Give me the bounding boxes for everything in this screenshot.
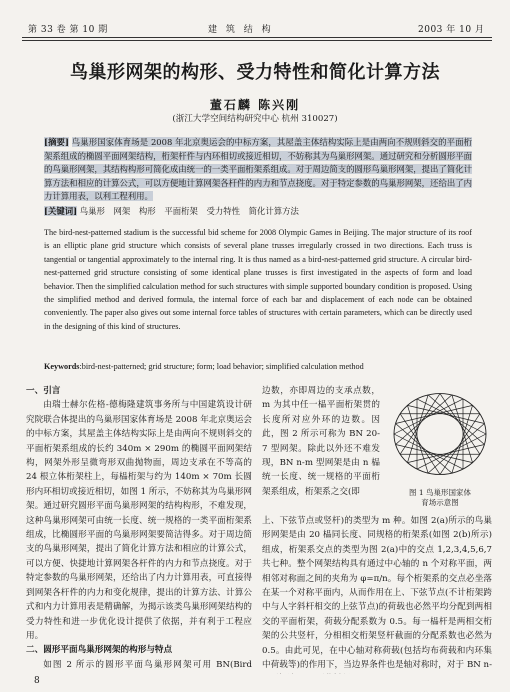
keywords-en-label: Keywords (44, 362, 80, 371)
right-column-bottom: 上、下弦节点或竖杆)的类型为 m 种。如图 2(a)所示的鸟巢形网架是由 20 榀同长度、同规格的桁架系(如图 2(b)所示)组成，桁架系交点的类型为图 2(a)中的交点 1,2,3,4,5,6,7 共七种。整个网架结构具有通过中心轴的 n 个对称平面，两相邻对称面之间的夹角为 φ=π/n。每个桁架系的交点必坐落在某一个对称平面内，从而作用在上、下弦节点(不计桁架跨中与人字斜杆相交的上弦节点)的荷载也必然平均分配到两相交的平面桁架，荷载分配系数为 0.5。每一榀杆是两相交桁架的公共竖杆，分相相交桁架竖杆截面的分配系数也必然为 0.5。由此可见，在中心轴对称荷载(包括均布荷载和内环集中荷载等)的作用下，当边界条件也是轴对称时，对于 BN n- (262, 516, 492, 671)
journal-date: 2003 年 10 月 (418, 25, 485, 35)
section-intro-text: 由瑞士赫尔佐格-德梅隆建筑事务所与中国建筑设计研究院联合体提出的鸟巢形国家体育场是 2008 年北京奥运会的中标方案，其屋盖主体结构实际上是由两向不规则斜交的平面桁架系组成的长约 340m × 290m 的椭圆平面网架结构，网架外形呈微弯形双曲抛物面，周边支承在不等高的 24 根立体桁架柱上，每榀桁架与约为 140m × 70m 长圆形内环相切或接近相切，如图 1 所示，不妨称其为鸟巢形网架。通过研究圆形平面鸟巢形网架的结构构形，不难发现，这种鸟巢形网架可由统一长度、统一规格的一类平面桁架系组成，比椭圆形平面的鸟巢形网架要简洁得多。对于周边简支的鸟巢形网架，提出了简化计算方法和相应的计算公式，可以方便、快捷地计算网架各杆件的内力和节点挠度。对于特定参数的鸟巢形网架，还给出了内力计算用表，可直接得到网架各杆件的内力和变化规律，提出的计算方法、计算公式和内力计算用表是精确解，为揭示该类鸟巢形网架结构的受力特性和进一步优化设计提供了依据，并有利于工程应用。 (26, 400, 252, 641)
section-2-title: 二、圆形平面鸟巢形网架的构形与特点 (26, 645, 173, 656)
nest-truss-line (407, 444, 484, 462)
figure-caption-line1: 图 1 鸟巢形国家体 (408, 488, 472, 497)
abstract-label: [摘要] (44, 137, 70, 147)
paper-affiliation: (浙江大学空间结构研究中心 杭州 310027) (172, 114, 338, 124)
page-number: 8 (34, 676, 40, 686)
figure-1-caption (386, 488, 494, 508)
nest-truss-line (407, 405, 428, 473)
journal-name: 建 筑 结 构 (208, 25, 274, 35)
nest-truss-line (396, 444, 473, 462)
nest-truss-line (452, 395, 473, 463)
section-intro-title: 一、引言 (26, 386, 61, 396)
keywords-zh (44, 205, 472, 217)
figure-1 (386, 384, 494, 512)
nest-truss-line (452, 405, 473, 473)
abstract-en: The bird-nest-patterned stadium is the successful bid scheme for 2008 Olympic Games in Beijing. The major structure of its roof is an elliptic plane grid structure which consists of several plane trusses irregularly crossed in two directions. Each truss is tangential or tangential approximately to the internal ring. It is thus named as a bird-nest-patterned grid structure. A circular bird-nest-patterned grid structure consisting of some identical plane trusses is first investigated in the aspects of form and load behavior. Then the simplified calculation method for such structures with simple supported boundary condition is proposed. Using the simplified method and derived formula, the internal force of each bar and displacement of each node can be obtained conveniently. The paper also gives out some internal force tables of structures with certain parameters, which can be directly used in the designing of this kind of structures. (44, 228, 472, 331)
header-rule-thin (22, 40, 492, 41)
header-rule (22, 37, 492, 38)
left-column (26, 384, 252, 672)
keywords-label: [关键词] (44, 206, 78, 216)
abstract-text: 鸟巢形国家体育场是 2008 年北京奥运会的中标方案，其屋盖主体结构实际上是由两向不规则斜交的平面桁架系组成的椭圆平面网架结构，桁架杆件与内环相切或接近相切，不妨称其为鸟巢形网架。通过研究和分析圆形平面的鸟巢形网架，其结构构形可简化成由统一的一类平面桁架系组成。对于周边简支的圆形鸟巢形网架，提出了简化计算方法和相应的计算公式，可以方便地计算网架各杆件的内力和节点挠度。对于特定参数的鸟巢形网架，还给出了内力计算用表，以利工程利用。 (44, 137, 472, 202)
journal-volume: 第 33 卷 第 10 期 (28, 25, 108, 35)
figure-caption-line2: 育场示意图 (421, 498, 459, 507)
right-column-top: 边数，亦即周边的支承点数，m 为其中任一榀平面桁架贯的长度所对应外环的边数。因此，图 2 所示可称为 BN 20-7 型网架。除此以外还不难发现，BN n-m 型网架是由 n 榀统一长度、统一规格的平面桁架系组成，桁架系之交(即 (262, 386, 380, 497)
paper-authors: 董石麟 陈兴刚 (209, 98, 301, 112)
keywords-en-text: :bird-nest-patterned; grid structure; form; load behavior; simplified calculation method (79, 362, 364, 371)
abstract-zh (44, 136, 472, 204)
paper-title: 鸟巢形网架的构形、受力特性和简化计算方法 (70, 62, 440, 83)
nest-truss-line (396, 405, 473, 423)
section-2-text: 如图 2 所示的圆形平面鸟巢形网架可用 BN(Bird (43, 659, 252, 670)
bird-nest-diagram (386, 384, 494, 484)
nest-truss-line (407, 405, 484, 423)
keywords-en (44, 362, 472, 371)
nest-truss-line (407, 395, 428, 463)
keywords-text: 鸟巢形 网架 构形 平面桁架 受力特性 简化计算方法 (79, 206, 299, 216)
